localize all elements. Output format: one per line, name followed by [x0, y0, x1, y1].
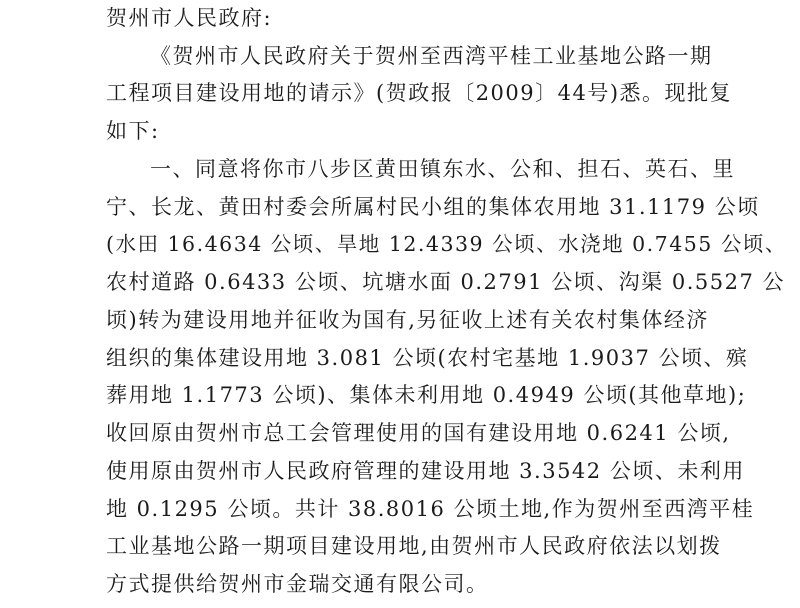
text-line: 葬用地 1.1773 公顷)、集体未利用地 0.4949 公顷(其他草地); — [106, 383, 747, 408]
text-line: 顷)转为建设用地并征收为国有,另征收上述有关农村集体经济 — [106, 307, 709, 332]
text-line: 组织的集体建设用地 3.081 公顷(农村宅基地 1.9037 公顷、殡 — [106, 345, 749, 370]
text-line: (水田 16.4634 公顷、旱地 12.4339 公顷、水浇地 0.7455 公顷、 — [106, 232, 787, 257]
text-line: 地 0.1295 公顷。共计 38.8016 公顷土地,作为贺州至西湾平桂 — [106, 496, 755, 521]
text-line: 宁、长龙、黄田村委会所属村民小组的集体农用地 31.1179 公顷 — [106, 194, 760, 219]
text-line: 工业基地公路一期项目建设用地,由贺州市人民政府依法以划拨 — [106, 534, 722, 559]
text-line: 使用原由贺州市人民政府管理的建设用地 3.3542 公顷、未利用 — [106, 458, 745, 483]
addressee: 贺州市人民政府: — [106, 6, 273, 30]
text-line: 如下: — [106, 119, 160, 144]
text-line: 收回原由贺州市总工会管理使用的国有建设用地 0.6241 公顷, — [106, 421, 731, 446]
text-line: 《贺州市人民政府关于贺州至西湾平桂工业基地公路一期 — [150, 43, 713, 68]
text-line: 农村道路 0.6433 公顷、坑塘水面 0.2791 公顷、沟渠 0.5527 公 — [106, 270, 785, 295]
text-line: 工程项目建设用地的请示》(贺政报〔2009〕44号)悉。现批复 — [106, 81, 733, 106]
text-line: 方式提供给贺州市金瑞交通有限公司。 — [106, 572, 489, 596]
text-line: 一、同意将你市八步区黄田镇东水、公和、担石、英石、里 — [150, 156, 735, 181]
